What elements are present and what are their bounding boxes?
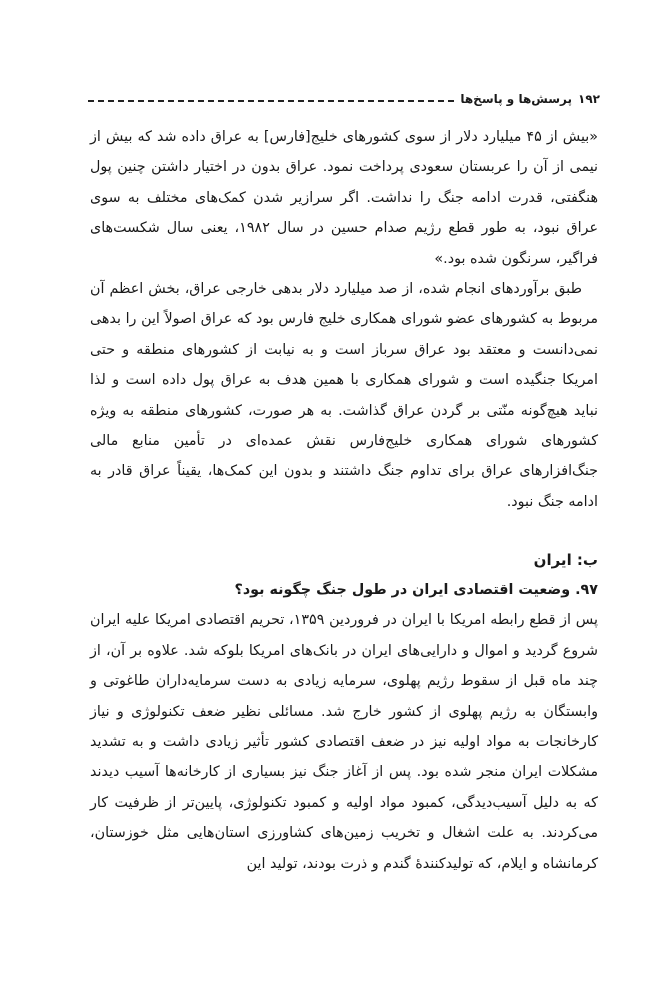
header-rule <box>88 92 454 102</box>
quote-paragraph: «بیش از ۴۵ میلیارد دلار از سوی کشورهای خلیج[فارس] به عراق داده شد که بیش از نیمی از آن را عربستان سعودی پرداخت نمود. عراق بدون در اختیار داشتن چنین پول هنگفتی، قدرت ادامه جنگ را نداشت. اگر سرازیر شدن کمک‌های مختلف به سوی عراق نبود، به طور قطع رژیم صدام حسین در سال ۱۹۸۲، یعنی سال شکست‌های فراگیر، سرنگون شده بود.» <box>90 129 598 267</box>
body-paragraph: طبق برآوردهای انجام شده، از صد میلیارد دلار بدهی خارجی عراق، بخش اعظم آن مربوط به کشورهای عضو شورای همکاری خلیج فارس بود که عراق اصولاً این را بدهی نمی‌دانست و معتقد بود عراق سرباز است و به نیابت از کشورهای منطقه و حتی امریکا جنگیده است و شورای همکاری با همین هدف به عراق پول داده است و لذا نباید هیچ‌گونه منّتی بر گردن عراق گذاشت. به هر صورت، کشورهای منطقه به ویژه کشورهای شورای همکاری خلیج‌فارس نقش عمده‌ای در تأمین منابع مالی جنگ‌افزارهای عراق برای تداوم جنگ داشتند و بدون این کمک‌ها، یقیناً عراق قادر به ادامه جنگ نبود. <box>90 281 598 510</box>
question-title: ۹۷. وضعیت اقتصادی ایران در طول جنگ چگونه بود؟ <box>234 582 598 599</box>
body-paragraph: پس از قطع رابطه امریکا با ایران در فروردین ۱۳۵۹، تحریم اقتصادی امریکا علیه ایران شروع گردید و اموال و دارایی‌های ایران در بانک‌های امریکا بلوکه شد. علاوه بر آن، از چند ماه قبل از سقوط رژیم پهلوی، سرمایه زیادی به دست سرمایه‌داران طاغوتی و وابستگان به رژیم پهلوی از کشور خارج شد. مسائلی نظیر ضعف تکنولوژی و نیاز کارخانجات به مواد اولیه نیز در ضعف اقتصادی کشور تأثیر زیادی داشت و به تشدید مشکلات ایران منجر شده بود. پس از آغاز جنگ نیز بسیاری از کارخانه‌ها آسیب دیدند که به دلیل آسیب‌دیدگی، کمبود مواد اولیه و کمبود تکنولوژی، پایین‌تر از ظرفیت کار می‌کردند. به علت اشغال و تخریب زمین‌های کشاورزی استان‌هایی مثل خوزستان، کرمانشاه و ایلام، که تولیدکنندهٔ گندم و ذرت بودند، تولید این <box>90 612 598 872</box>
running-title: پرسش‌ها و پاسخ‌ها <box>460 92 573 106</box>
section-spacer <box>90 517 598 545</box>
running-header <box>88 86 600 106</box>
page-number: ۱۹۲ <box>578 92 600 106</box>
page-body <box>90 122 598 879</box>
section-heading: ب: ایران <box>533 551 598 570</box>
